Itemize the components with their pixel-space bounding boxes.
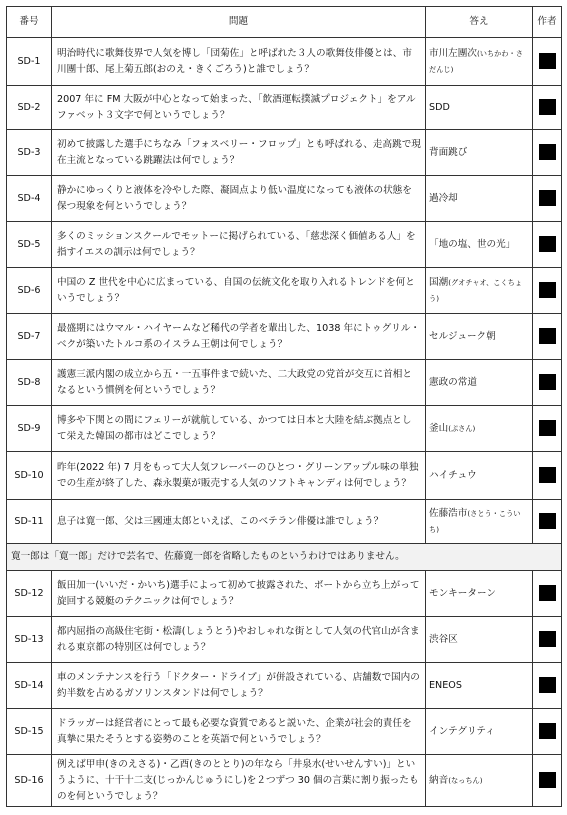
question-text: 飯田加一(いいだ・かいち)選手によって初めて披露された、ボートから立ち上がって旋回する競艇のテクニックは何でしょう？	[52, 571, 426, 617]
answer-cell	[426, 360, 533, 406]
question-number: SD-12	[7, 571, 52, 617]
author-cell	[533, 500, 562, 544]
answer-cell	[426, 314, 533, 360]
question-text: 車のメンテナンスを行う「ドクター・ドライブ」が併設されている、店舗数で国内の約半数を占めるガソリンスタンドは何でしょう？	[52, 663, 426, 709]
question-text: 都内屈指の高級住宅街・松濤(しょうとう)やおしゃれな街として人気の代官山が含まれる東京都の特別区は何でしょう？	[52, 617, 426, 663]
redacted-author	[539, 513, 556, 529]
answer-cell	[426, 663, 533, 709]
question-text: 護憲三派内閣の成立から五・一五事件まで続いた、二大政党の党首が交互に首相となるという慣例を何というでしょう？	[52, 360, 426, 406]
question-number: SD-5	[7, 222, 52, 268]
table-row	[7, 222, 562, 268]
header-num: 番号	[7, 7, 52, 38]
table-row	[7, 360, 562, 406]
author-cell	[533, 38, 562, 86]
answer-reading: (さとう・こういち)	[429, 508, 521, 534]
question-number: SD-13	[7, 617, 52, 663]
author-cell	[533, 130, 562, 176]
redacted-author	[539, 467, 556, 483]
question-text: 例えば甲申(きのえさる)・乙酉(きのととり)の年なら「井泉水(せいせんすい)」というように、十干十二支(じっかんじゅうにし)を２つずつ 30 個の言葉に割り振ったものを何というでしょう？	[52, 755, 426, 807]
question-text: 明治時代に歌舞伎界で人気を博し「団菊佐」と呼ばれた３人の歌舞伎俳優とは、市川團十郎、尾上菊五郎(おのえ・きくごろう)と誰でしょう？	[52, 38, 426, 86]
table-row	[7, 38, 562, 86]
table-row	[7, 314, 562, 360]
answer-text: 背面跳び	[429, 146, 468, 158]
question-number: SD-6	[7, 268, 52, 314]
table-row	[7, 709, 562, 755]
author-cell	[533, 86, 562, 130]
answer-text: ENEOS	[429, 679, 462, 691]
question-text: 最盛期にはウマル・ハイヤームなど稀代の学者を輩出した、1038 年にトゥグリル・ベクが築いたトルコ系のイスラム王朝は何でしょう？	[52, 314, 426, 360]
redacted-author	[539, 723, 556, 739]
author-cell	[533, 360, 562, 406]
answer-text: 「地の塩、世の光」	[429, 238, 516, 250]
question-text: 息子は寛一郎、父は三國連太郎といえば、このベテラン俳優は誰でしょう？	[52, 500, 426, 544]
author-cell	[533, 406, 562, 452]
question-number: SD-10	[7, 452, 52, 500]
quiz-table	[6, 6, 562, 807]
table-row	[7, 755, 562, 807]
table-row	[7, 500, 562, 544]
question-number: SD-16	[7, 755, 52, 807]
question-text: 静かにゆっくりと液体を冷やした際、凝固点より低い温度になっても液体の状態を保つ現象を何というでしょう？	[52, 176, 426, 222]
question-text: 多くのミッションスクールでモットーに掲げられている、「慈悲深く価値ある人」を指すイエスの訓示は何でしょう？	[52, 222, 426, 268]
answer-text: 市川左團次	[429, 47, 477, 59]
author-cell	[533, 663, 562, 709]
redacted-author	[539, 144, 556, 160]
redacted-author	[539, 772, 556, 788]
question-text: 中国の Z 世代を中心に広まっている、自国の伝統文化を取り入れるトレンドを何というでしょう？	[52, 268, 426, 314]
answer-reading: (いちかわ・さだんじ)	[429, 48, 523, 74]
table-row	[7, 176, 562, 222]
author-cell	[533, 222, 562, 268]
question-number: SD-9	[7, 406, 52, 452]
question-number: SD-15	[7, 709, 52, 755]
question-number: SD-11	[7, 500, 52, 544]
answer-cell	[426, 130, 533, 176]
answer-text: SDD	[429, 101, 450, 113]
redacted-author	[539, 190, 556, 206]
question-number: SD-3	[7, 130, 52, 176]
answer-cell	[426, 617, 533, 663]
author-cell	[533, 755, 562, 807]
redacted-author	[539, 420, 556, 436]
redacted-author	[539, 282, 556, 298]
answer-cell	[426, 452, 533, 500]
answer-text: 納音	[429, 774, 449, 786]
question-text: 2007 年に FM 大阪が中心となって始まった、「飲酒運転撲滅プロジェクト」をアルファベット３文字で何というでしょう？	[52, 86, 426, 130]
table-row	[7, 452, 562, 500]
question-number: SD-1	[7, 38, 52, 86]
table-row	[7, 130, 562, 176]
answer-reading: (ぷさん)	[448, 423, 476, 433]
header-row	[7, 7, 562, 38]
question-number: SD-14	[7, 663, 52, 709]
redacted-author	[539, 677, 556, 693]
question-number: SD-2	[7, 86, 52, 130]
answer-cell	[426, 709, 533, 755]
note-row	[7, 544, 562, 571]
answer-text: インテグリティ	[429, 725, 495, 737]
answer-text: ハイチュウ	[429, 469, 477, 481]
answer-text: 佐藤浩市	[429, 507, 468, 519]
answer-cell	[426, 268, 533, 314]
question-number: SD-8	[7, 360, 52, 406]
redacted-author	[539, 585, 556, 601]
answer-text: 渋谷区	[429, 633, 458, 645]
answer-cell	[426, 222, 533, 268]
author-cell	[533, 268, 562, 314]
answer-cell	[426, 755, 533, 807]
table-row	[7, 663, 562, 709]
author-cell	[533, 314, 562, 360]
redacted-author	[539, 53, 556, 69]
table-row	[7, 86, 562, 130]
answer-text: 国潮	[429, 276, 449, 288]
redacted-author	[539, 328, 556, 344]
header-author: 作者	[533, 7, 562, 38]
question-text: 初めて披露した選手にちなみ「フォスベリー・フロップ」とも呼ばれる、走高跳で現在主流となっている跳躍法は何でしょう？	[52, 130, 426, 176]
quiz-body	[7, 38, 562, 807]
redacted-author	[539, 631, 556, 647]
table-row	[7, 617, 562, 663]
author-cell	[533, 452, 562, 500]
note-text: 寛一郎は「寛一郎」だけで芸名で、佐藤寛一郎を省略したものというわけではありません。	[7, 544, 562, 571]
header-answer: 答え	[426, 7, 533, 38]
answer-reading: (なっちん)	[448, 775, 483, 785]
answer-text: 釜山	[429, 422, 449, 434]
table-row	[7, 268, 562, 314]
answer-text: モンキーターン	[429, 587, 496, 599]
redacted-author	[539, 374, 556, 390]
answer-cell	[426, 406, 533, 452]
answer-cell	[426, 500, 533, 544]
author-cell	[533, 617, 562, 663]
table-row	[7, 406, 562, 452]
question-text: 博多や下関との間にフェリーが就航している、かつては日本と大陸を結ぶ拠点として栄えた韓国の都市はどこでしょう？	[52, 406, 426, 452]
question-number: SD-7	[7, 314, 52, 360]
redacted-author	[539, 236, 556, 252]
answer-cell	[426, 571, 533, 617]
author-cell	[533, 176, 562, 222]
answer-text: セルジューク朝	[429, 330, 496, 342]
question-number: SD-4	[7, 176, 52, 222]
author-cell	[533, 571, 562, 617]
question-text: ドラッガーは経営者にとって最も必要な資質であると説いた、企業が社会的責任を真摯に果たそうとする姿勢のことを英語で何というでしょう？	[52, 709, 426, 755]
question-text: 昨年(2022 年) 7 月をもって大人気フレーバーのひとつ・グリーンアップル味の単独での生産が終了した、森永製菓が販売する人気のソフトキャンディは何でしょう？	[52, 452, 426, 500]
table-row	[7, 571, 562, 617]
author-cell	[533, 709, 562, 755]
answer-cell	[426, 176, 533, 222]
answer-text: 過冷却	[429, 192, 458, 204]
answer-cell	[426, 38, 533, 86]
redacted-author	[539, 99, 556, 115]
header-question: 問題	[52, 7, 426, 38]
answer-reading: (グオチャオ、こくちょう)	[429, 277, 523, 303]
answer-cell	[426, 86, 533, 130]
answer-text: 憲政の常道	[429, 376, 477, 388]
quiz-sheet	[6, 6, 561, 807]
